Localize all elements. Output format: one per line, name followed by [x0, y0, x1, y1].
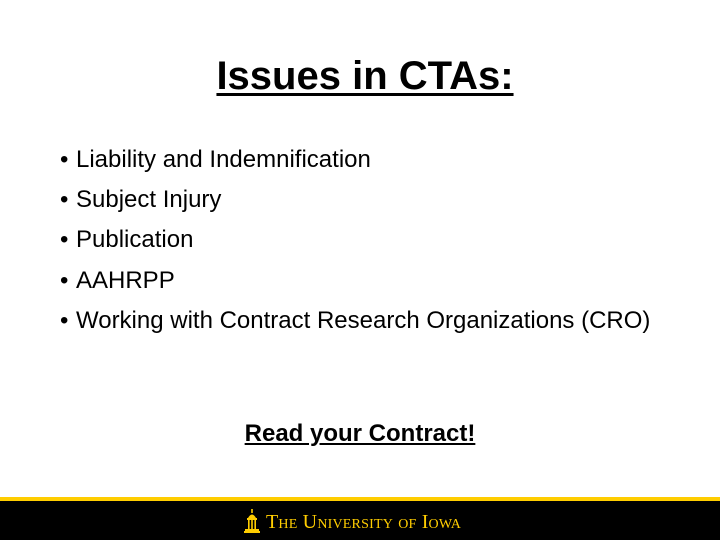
bullet-item: • Working with Contract Research Organizations (CRO) — [60, 306, 700, 335]
logo-wordmark: The University of Iowa — [266, 511, 462, 533]
old-capitol-icon — [244, 509, 260, 533]
bullet-item: • AAHRPP — [60, 266, 700, 295]
footer-bar — [0, 501, 720, 540]
university-logo — [244, 509, 461, 533]
slide-title: Issues in CTAs: — [216, 54, 514, 98]
callout-text: Read your Contract! — [244, 420, 476, 447]
bullet-item: • Publication — [60, 225, 700, 254]
bullet-item: • Subject Injury — [60, 185, 700, 214]
bullet-item: • Liability and Indemnification — [60, 145, 700, 174]
bullet-list — [60, 145, 700, 335]
